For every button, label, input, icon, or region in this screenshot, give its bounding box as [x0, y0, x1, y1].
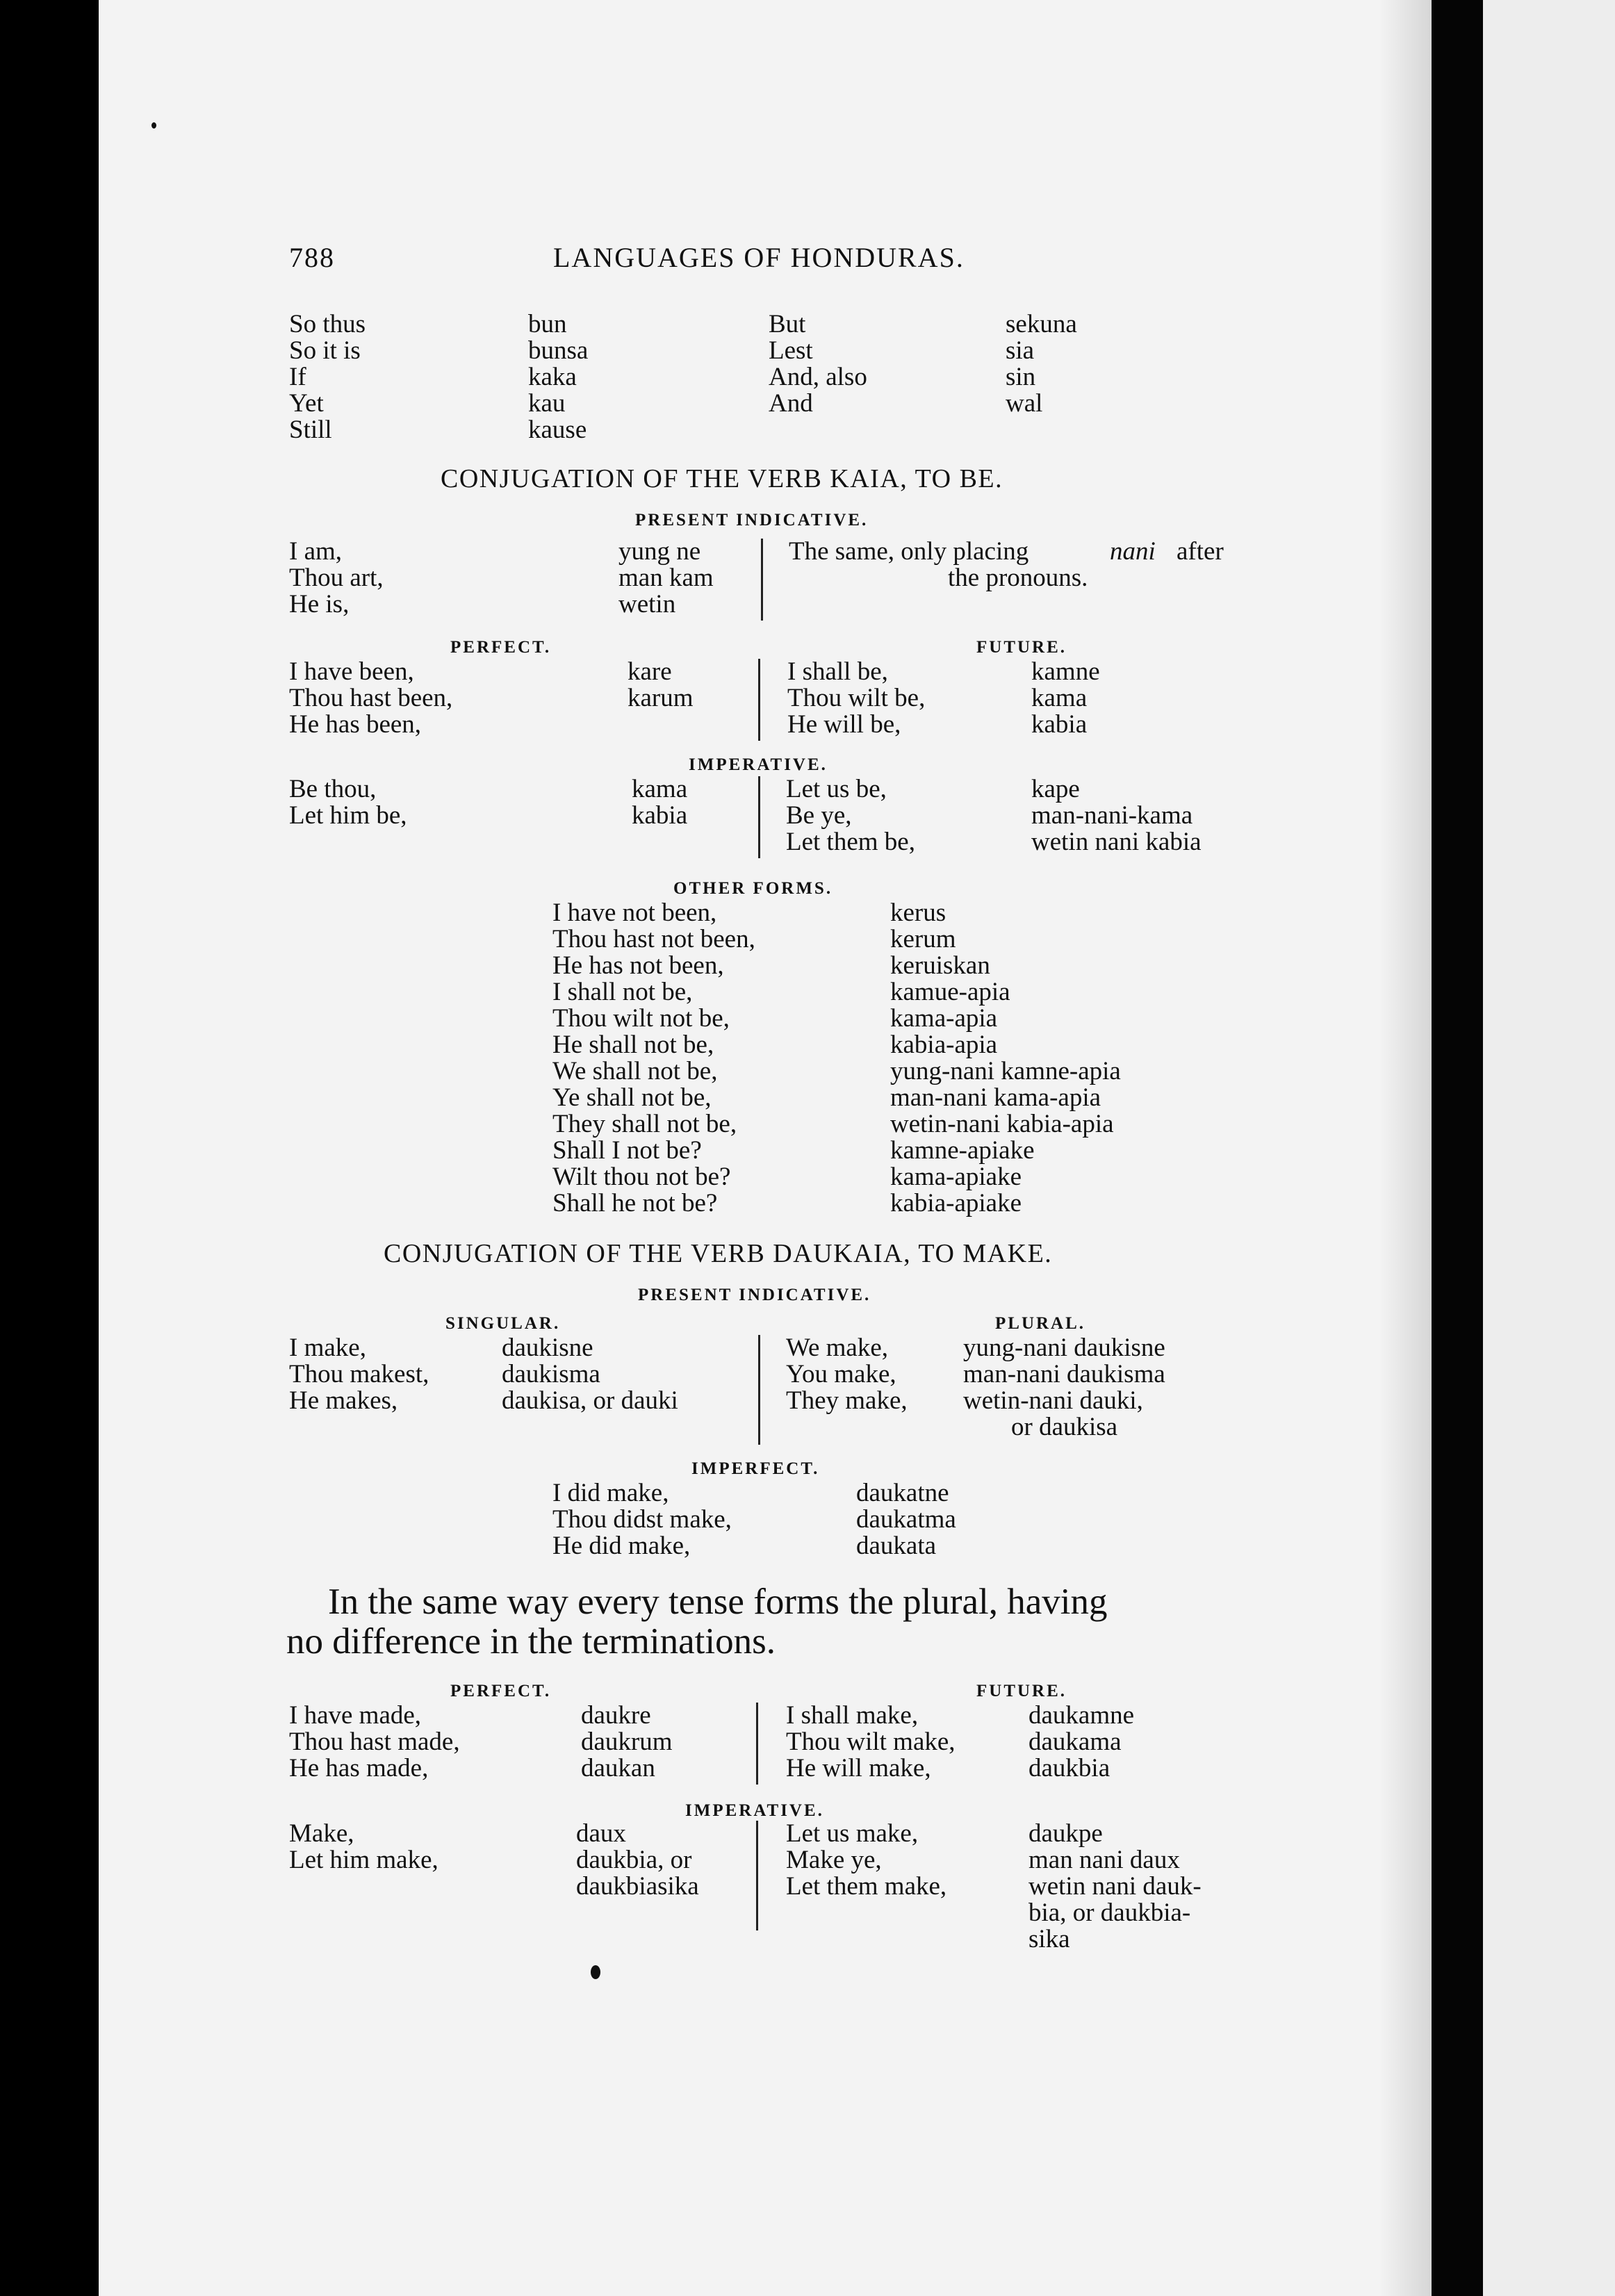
native-form: kerus [890, 899, 946, 927]
native-form: daukama [1028, 1728, 1122, 1756]
column-divider [758, 659, 760, 741]
native-form: yung ne [618, 537, 701, 566]
native-word: kau [528, 389, 566, 418]
column-divider [756, 1821, 758, 1930]
native-word: wal [1006, 389, 1043, 418]
native-form: daukpe [1028, 1819, 1103, 1848]
native-form: wetin [618, 590, 676, 618]
english-form: I am, [289, 537, 343, 566]
native-form: kamne [1031, 657, 1100, 686]
running-title: LANGUAGES OF HONDURAS. [553, 242, 965, 273]
native-form: daukatma [856, 1505, 956, 1534]
native-form: man-nani-kama [1031, 801, 1193, 830]
native-form: daukisma [502, 1360, 600, 1388]
english-word: Still [289, 416, 332, 444]
section-title: CONJUGATION OF THE VERB KAIA, TO BE. [441, 464, 1003, 493]
column-divider [761, 539, 763, 621]
english-form: They make, [786, 1386, 908, 1415]
native-form: daukan [581, 1754, 655, 1782]
english-word: So it is [289, 336, 361, 365]
native-form: kare [628, 657, 672, 686]
native-form: wetin nani dauk- [1028, 1872, 1202, 1901]
native-form: man nani daux [1028, 1846, 1180, 1874]
native-form: kabia-apiake [890, 1189, 1022, 1217]
english-word: So thus [289, 310, 366, 338]
english-form: Be thou, [289, 775, 377, 803]
native-word: bun [528, 310, 567, 338]
native-word: sin [1006, 363, 1036, 391]
english-form: Let us be, [786, 775, 887, 803]
native-form: or daukisa [1011, 1413, 1118, 1441]
subheading: FUTURE. [976, 638, 1067, 657]
subheading: IMPERATIVE. [689, 755, 828, 774]
english-word: But [769, 310, 806, 338]
english-form: He has made, [289, 1754, 429, 1782]
native-form: daukrum [581, 1728, 673, 1756]
paragraph-line: no difference in the terminations. [286, 1621, 776, 1662]
english-form: He shall not be, [552, 1031, 714, 1059]
note-text-italic: nani [1110, 537, 1156, 566]
english-form: I have been, [289, 657, 414, 686]
native-form: kabia-apia [890, 1031, 998, 1059]
note-text: after [1177, 537, 1224, 566]
subheading: PERFECT. [450, 1682, 552, 1700]
english-form: Thou wilt not be, [552, 1004, 730, 1033]
native-word: bunsa [528, 336, 589, 365]
native-form: wetin-nani dauki, [963, 1386, 1143, 1415]
native-word: sekuna [1006, 310, 1077, 338]
english-form: Make ye, [786, 1846, 882, 1874]
native-form: yung-nani daukisne [963, 1334, 1165, 1362]
subheading: PRESENT INDICATIVE. [638, 1286, 871, 1304]
native-form: daukbia [1028, 1754, 1110, 1782]
english-form: Shall he not be? [552, 1189, 718, 1217]
native-form: kama-apiake [890, 1163, 1022, 1191]
adjacent-page-strip [1483, 0, 1615, 2296]
native-form: bia, or daukbia- [1028, 1899, 1191, 1927]
native-form: wetin-nani kabia-apia [890, 1110, 1114, 1138]
english-form: I shall make, [786, 1701, 919, 1730]
english-form: He has not been, [552, 951, 724, 980]
native-form: daukamne [1028, 1701, 1135, 1730]
native-word: kaka [528, 363, 577, 391]
english-form: They shall not be, [552, 1110, 737, 1138]
native-form: daux [576, 1819, 626, 1848]
english-form: I did make, [552, 1479, 669, 1507]
english-form: Let us make, [786, 1819, 919, 1848]
english-form: Thou didst make, [552, 1505, 732, 1534]
english-form: We make, [786, 1334, 889, 1362]
english-form: He has been, [289, 710, 422, 739]
english-form: I make, [289, 1334, 366, 1362]
native-form: karum [628, 684, 694, 712]
native-form: man-nani daukisma [963, 1360, 1165, 1388]
native-form: kamne-apiake [890, 1136, 1035, 1165]
native-form: kamue-apia [890, 978, 1010, 1006]
subheading: IMPERATIVE. [685, 1801, 824, 1820]
native-form: daukisne [502, 1334, 593, 1362]
english-word: And, also [769, 363, 867, 391]
ink-speck [151, 122, 156, 129]
english-word: Lest [769, 336, 813, 365]
english-form: He is, [289, 590, 350, 618]
english-form: I have not been, [552, 899, 717, 927]
paragraph-line: In the same way every tense forms the plural, having [328, 1582, 1108, 1622]
note-text: the pronouns. [948, 564, 1088, 592]
english-form: He will make, [786, 1754, 931, 1782]
note-text: The same, only placing [789, 537, 1029, 566]
native-form: daukisa, or dauki [502, 1386, 678, 1415]
english-form: Be ye, [786, 801, 852, 830]
english-form: He will be, [787, 710, 901, 739]
english-form: Thou makest, [289, 1360, 429, 1388]
native-word: kause [528, 416, 587, 444]
english-form: Ye shall not be, [552, 1083, 712, 1112]
english-form: Let them be, [786, 828, 915, 856]
native-form: daukata [856, 1532, 937, 1560]
english-word: Yet [289, 389, 324, 418]
column-divider [758, 1335, 760, 1445]
native-form: kape [1031, 775, 1080, 803]
english-form: Thou hast been, [289, 684, 453, 712]
native-form: kama [632, 775, 688, 803]
native-form: yung-nani kamne-apia [890, 1057, 1121, 1085]
native-form: kerum [890, 925, 956, 953]
native-form: daukbiasika [576, 1872, 699, 1901]
english-form: Let him be, [289, 801, 407, 830]
english-form: We shall not be, [552, 1057, 718, 1085]
english-form: You make, [786, 1360, 896, 1388]
english-form: He did make, [552, 1532, 691, 1560]
english-form: Thou hast not been, [552, 925, 755, 953]
subheading: SINGULAR. [445, 1314, 561, 1333]
native-form: kabia [632, 801, 688, 830]
native-word: sia [1006, 336, 1035, 365]
english-form: I shall not be, [552, 978, 693, 1006]
native-form: kama-apia [890, 1004, 998, 1033]
english-form: Thou wilt make, [786, 1728, 956, 1756]
native-form: daukatne [856, 1479, 949, 1507]
english-form: Let him make, [289, 1846, 438, 1874]
native-form: keruiskan [890, 951, 990, 980]
column-divider [756, 1703, 758, 1785]
subheading: OTHER FORMS. [673, 879, 833, 898]
native-form: man kam [618, 564, 714, 592]
english-word: And [769, 389, 813, 418]
native-form: sika [1028, 1925, 1070, 1953]
section-title: CONJUGATION OF THE VERB DAUKAIA, TO MAKE. [384, 1239, 1053, 1268]
native-form: kabia [1031, 710, 1088, 739]
subheading: PRESENT INDICATIVE. [635, 511, 869, 530]
native-form: daukbia, or [576, 1846, 692, 1874]
english-form: Let them make, [786, 1872, 947, 1901]
english-word: If [289, 363, 306, 391]
english-form: Thou hast made, [289, 1728, 460, 1756]
english-form: Wilt thou not be? [552, 1163, 731, 1191]
page-edge-dark [1432, 0, 1483, 2296]
subheading: PLURAL. [995, 1314, 1086, 1333]
column-divider [758, 776, 760, 858]
subheading: PERFECT. [450, 638, 552, 657]
english-form: Make, [289, 1819, 354, 1848]
english-form: I have made, [289, 1701, 422, 1730]
native-form: kama [1031, 684, 1088, 712]
native-form: daukre [581, 1701, 651, 1730]
native-form: wetin nani kabia [1031, 828, 1202, 856]
subheading: FUTURE. [976, 1682, 1067, 1700]
page-gutter-shadow [1379, 0, 1432, 2296]
english-form: Thou art, [289, 564, 384, 592]
english-form: Shall I not be? [552, 1136, 702, 1165]
ink-speck [591, 1965, 600, 1979]
page-number: 788 [289, 242, 335, 273]
english-form: Thou wilt be, [787, 684, 926, 712]
native-form: man-nani kama-apia [890, 1083, 1101, 1112]
english-form: I shall be, [787, 657, 888, 686]
english-form: He makes, [289, 1386, 398, 1415]
subheading: IMPERFECT. [691, 1459, 820, 1478]
